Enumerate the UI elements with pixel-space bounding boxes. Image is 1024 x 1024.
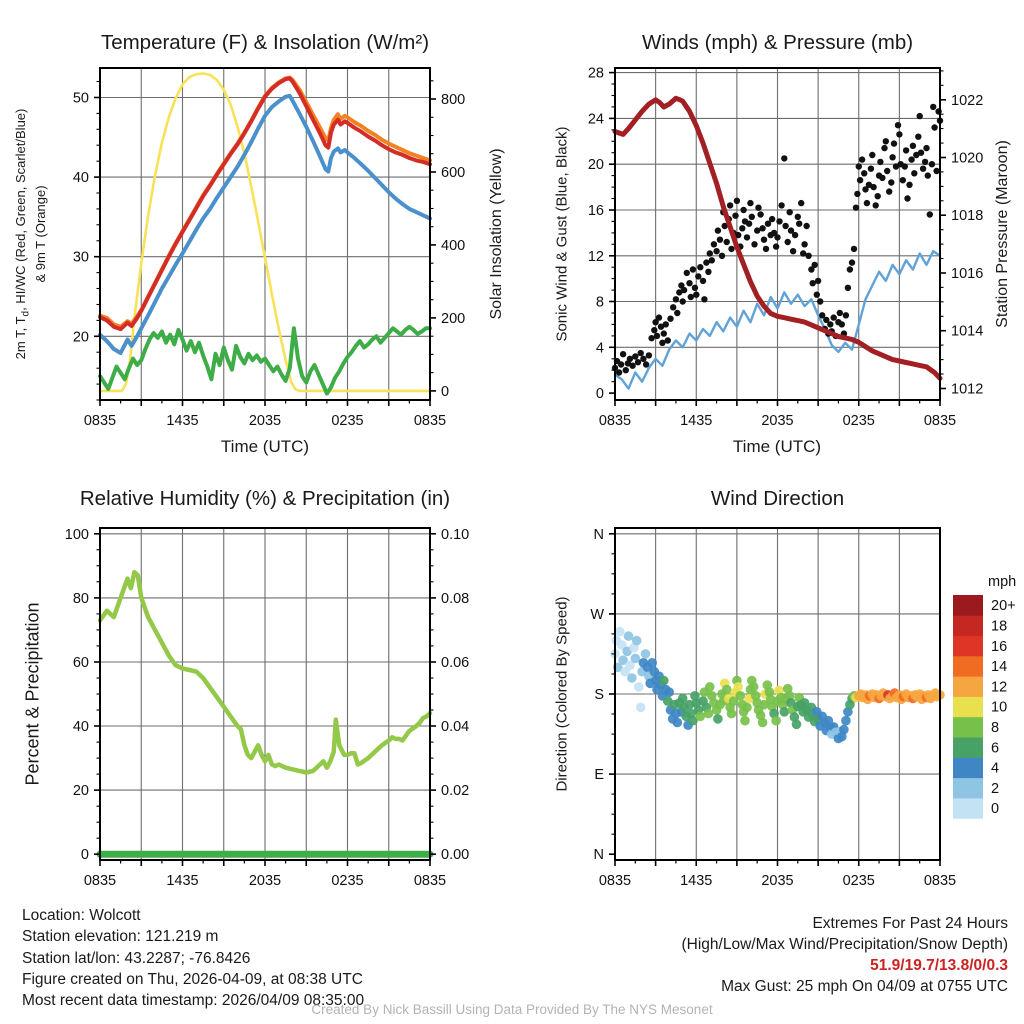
x-tick-label: 0835 [83,413,117,429]
y-tick-label: 20 [72,783,89,800]
x-tick-label: 0835 [413,413,447,429]
panel-temp_insolation [73,68,465,429]
y-tick-label: 0.02 [441,783,470,800]
y-tick-label: 1022 [951,92,984,109]
xaxis-label-winds: Time (UTC) [732,437,822,456]
x-tick-label: 1435 [166,873,199,889]
colorbar-tick-label: 16 [991,638,1008,655]
x-tick-label: 0835 [598,413,632,429]
y-tick-label: 200 [441,310,466,327]
y-tick-label: 0.00 [441,847,470,864]
y-tick-label: 100 [64,526,89,543]
station-elevation: Station elevation: 121.219 m [22,928,219,946]
y-tick-label: 16 [587,203,604,219]
colorbar-tick-label: 2 [991,780,1000,797]
colorbar-tick-label: 4 [991,760,1000,777]
station-location: Location: Wolcott [22,907,141,924]
yaxis-label-rh: Percent & Precipitation [22,602,43,786]
max-gust-line: Max Gust: 25 mph On 04/09 at 0755 UTC [721,978,1008,995]
x-tick-label: 2035 [761,413,794,429]
x-tick-label: 1435 [166,413,199,429]
yaxis-label-temp-left: 2m T, $T_d$, HI/WC (Red, Green, Scarlet/Blue) & 9m T (Orange) [12,108,48,360]
y-tick-label: 60 [72,655,89,671]
extremes-subtitle: (High/Low/Max Wind/Precipitation/Snow Depth) [681,936,1008,953]
x-tick-label: 0835 [598,873,632,889]
x-tick-label: 0235 [331,873,364,889]
station-latlon: Station lat/lon: 43.2287; -76.8426 [22,949,251,967]
colorbar-tick-label: 20+ [991,598,1016,615]
x-tick-label: 0835 [923,413,957,429]
figure-created-timestamp: Figure created on Thu, 2026-04-09, at 08:38 UTC [22,970,363,988]
y-tick-label: 12 [587,248,604,265]
y-tick-label: 0.08 [441,590,470,607]
panel-title-rh: Relative Humidity (%) & Precipitation (in) [79,487,451,510]
y-tick-label: 1018 [951,208,984,225]
x-tick-label: 1435 [680,413,713,429]
y-tick-label: 4 [595,340,604,357]
yaxis-label-winddir: Direction (Colored By Speed) [553,596,571,792]
panel-title-winddir: Wind Direction [710,487,845,510]
yaxis-label-insolation: Solar Insolation (Yellow) [488,148,505,320]
panel-winds_pressure [588,66,983,429]
x-tick-label: 0235 [331,413,364,429]
yaxis-label-pressure: Station Pressure (Maroon) [994,140,1011,328]
y-tick-label: 30 [72,249,89,266]
x-tick-label: 0235 [842,413,875,429]
y-tick-label: 8 [595,294,604,311]
y-tick-label: 600 [441,165,466,181]
panel-title-temp: Temperature (F) & Insolation (W/m²) [100,31,430,54]
colorbar-tick-label: 18 [991,618,1008,635]
y-tick-label: E [594,767,604,784]
y-tick-label: S [594,687,604,703]
colorbar-title: mph [988,574,1017,590]
extremes-block [508,913,1008,997]
panel-title-winds: Winds (mph) & Pressure (mb) [641,31,914,54]
panel-wind_direction [590,527,1016,889]
x-tick-label: 2035 [248,873,282,889]
y-tick-label: 0.04 [441,719,470,735]
x-tick-label: 1435 [680,873,713,889]
colorbar-tick-label: 12 [991,679,1008,696]
y-tick-label: 28 [587,65,604,82]
colorbar-tick-label: 14 [991,659,1008,675]
y-tick-label: W [590,606,604,623]
speed-colorbar [953,574,1016,819]
y-tick-label: 80 [72,590,89,607]
y-tick-label: 20 [587,157,604,174]
x-tick-label: 0235 [842,873,875,889]
y-tick-label: 24 [587,111,604,128]
y-tick-label: 400 [441,237,466,254]
y-tick-label: 1012 [951,381,984,398]
y-tick-label: 1020 [951,150,984,167]
station-info-block [22,905,364,1011]
y-tick-label: 50 [72,90,89,107]
y-tick-label: 1014 [951,323,984,340]
y-tick-label: 0 [80,847,89,864]
x-tick-label: 2035 [248,413,282,429]
credit-footer: Created By Nick Bassill Using Data Provided By The NYS Mesonet [311,1002,713,1017]
x-tick-label: 0835 [923,873,957,889]
y-tick-label: N [593,526,604,543]
y-tick-label: 1016 [951,266,984,282]
y-tick-label: 40 [72,170,89,187]
extremes-title: Extremes For Past 24 Hours [812,915,1008,932]
x-tick-label: 0835 [413,873,447,889]
x-tick-label: 2035 [761,873,794,889]
recent-data-timestamp: Most recent data timestamp: 2026/04/09 08:35:00 [22,992,365,1010]
y-tick-label: 0 [441,383,450,400]
y-tick-label: 0.10 [441,526,470,543]
yaxis-label-wind: Sonic Wind & Gust (Blue, Black) [553,126,571,342]
xaxis-label-temp: Time (UTC) [220,437,310,456]
y-tick-label: 0.06 [441,655,470,671]
panel-rh_precip [65,527,469,889]
colorbar-tick-label: 8 [991,719,1000,736]
colorbar-tick-label: 10 [991,699,1008,716]
y-tick-label: 800 [441,92,466,108]
y-tick-label: 0 [595,386,604,403]
y-tick-label: 40 [72,719,89,735]
y-tick-label: N [593,847,604,864]
colorbar-tick-label: 6 [991,740,1000,757]
colorbar-tick-label: 0 [991,801,1000,818]
x-tick-label: 0835 [83,873,117,889]
y-tick-label: 20 [72,329,89,346]
extremes-values: 51.9/19.7/13.8/0/0.3 [870,957,1008,974]
